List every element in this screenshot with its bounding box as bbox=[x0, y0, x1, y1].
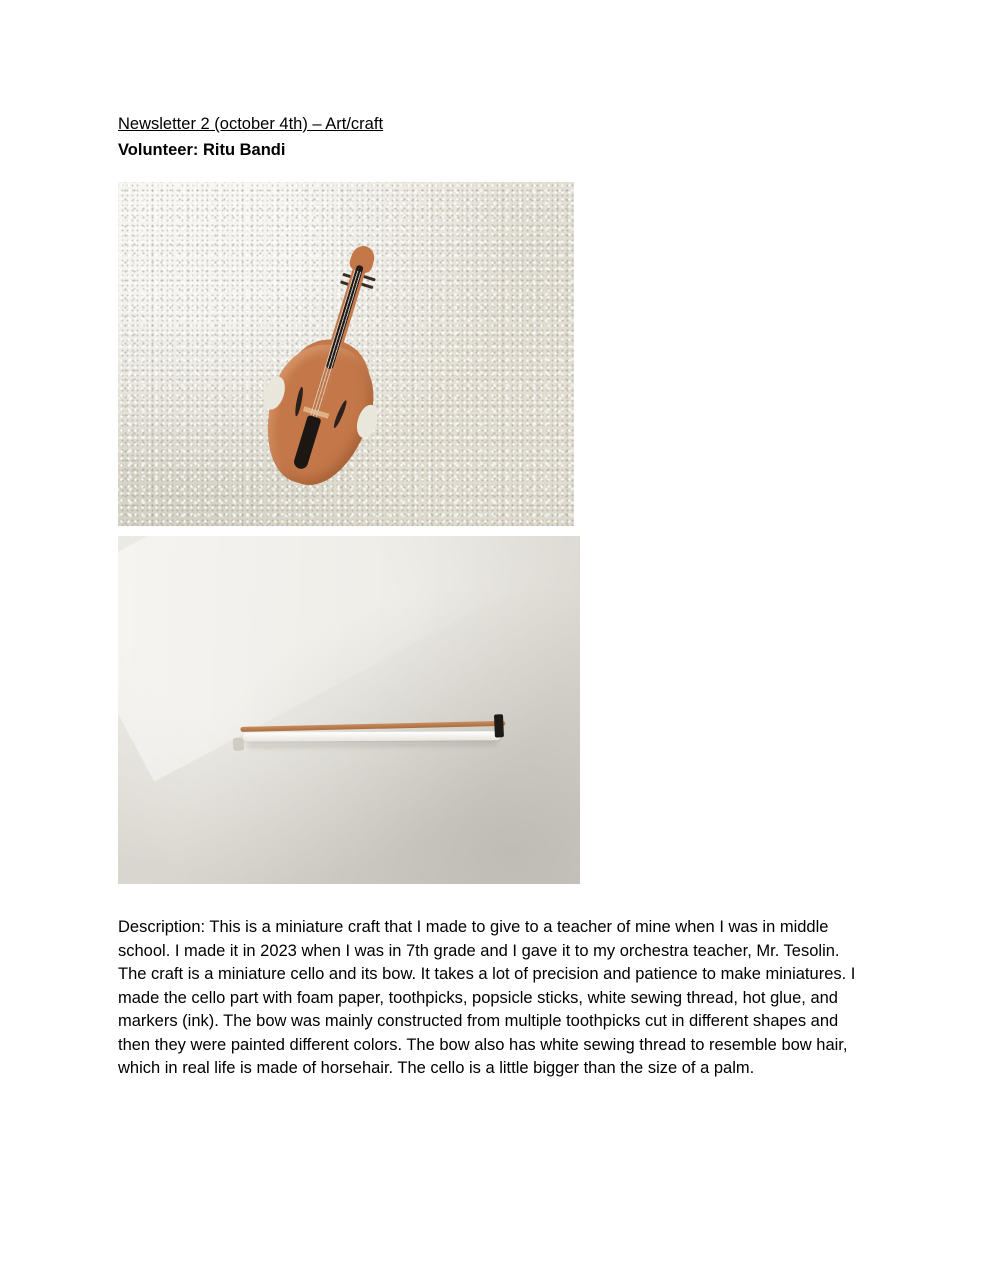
cello-peg bbox=[360, 282, 373, 289]
cello-peg bbox=[363, 275, 376, 282]
volunteer-name: Volunteer: Ritu Bandi bbox=[118, 141, 286, 159]
bow-stick bbox=[240, 721, 505, 732]
bow-frog bbox=[494, 714, 504, 737]
document-content bbox=[118, 113, 870, 1081]
bow-tip bbox=[233, 738, 245, 751]
miniature-bow-photo bbox=[118, 536, 580, 884]
bow-hair bbox=[243, 731, 501, 741]
bow-shadow bbox=[247, 742, 497, 750]
wall-shading bbox=[118, 536, 580, 884]
craft-description: Description: This is a miniature craft that I made to give to a teacher of mine when I was in middle school. I made it in 2023 when I was in 7th grade and I gave it to my orchestra teacher, Mr. Tesolin. The craft is a miniature cello and its bow. It takes a lot of precision and patience to make miniatures. I made the cello part with foam paper, toothpicks, popsicle sticks, white sewing thread, hot glue, and markers (ink). The bow was mainly constructed from multiple toothpicks cut in different shapes and then they were painted different colors. The bow also has white sewing thread to resemble bow hair, which in real life is made of horsehair. The cello is a little bigger than the size of a palm. bbox=[118, 918, 856, 1077]
miniature-cello-photo bbox=[118, 182, 574, 526]
newsletter-heading: Newsletter 2 (october 4th) – Art/craft bbox=[118, 115, 384, 133]
